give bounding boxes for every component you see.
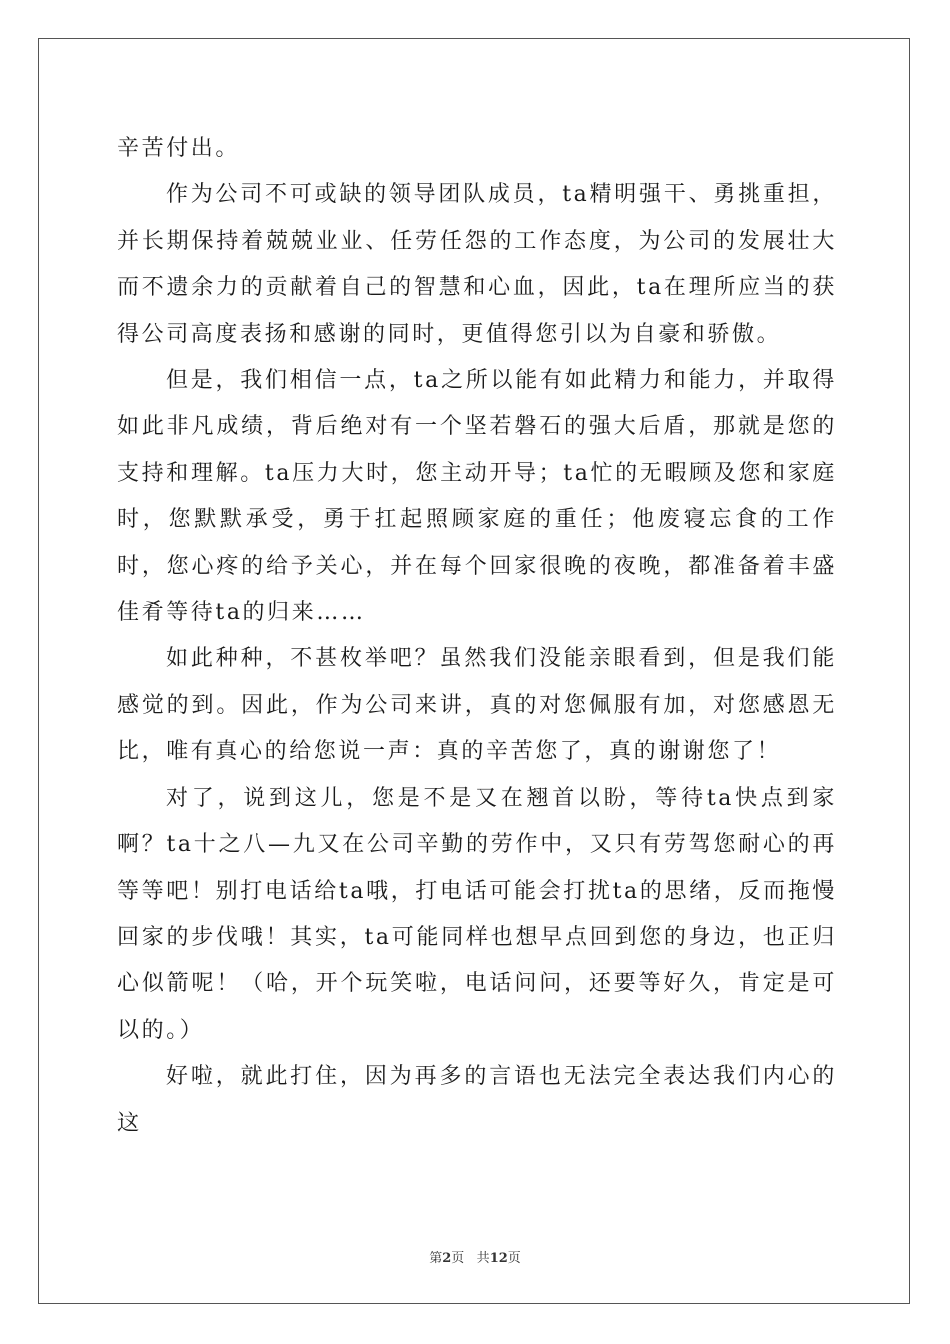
footer-page-number: 2	[442, 1251, 452, 1266]
footer-total-prefix: 共	[476, 1251, 490, 1266]
footer-prefix: 第	[429, 1251, 443, 1266]
paragraph-1: 辛苦付出。	[117, 136, 241, 161]
paragraph-6: 好啦，就此打住，因为再多的言语也无法完全表达我们内心的这	[117, 1064, 837, 1136]
paragraph-3: 但是，我们相信一点，ta之所以能有如此精力和能力，并取得如此非凡成绩，背后绝对有一个坚若磐石的强大后盾，那就是您的支持和理解。ta压力大时，您主动开导；ta忙的无暇顾及您和家庭时，您默默承受，勇于扛起照顾家庭的重任；他废寝忘食的工作时，您心疼的给予关心，并在每个回家很晚的夜晚，都准备着丰盛佳肴等待ta的归来……	[117, 368, 837, 626]
page-footer	[0, 1247, 950, 1266]
footer-total-unit: 页	[507, 1251, 521, 1266]
footer-page-unit: 页	[451, 1251, 465, 1266]
paragraph-5: 对了，说到这儿，您是不是又在翘首以盼，等待ta快点到家啊？ta十之八—九又在公司辛勤的劳作中，又只有劳驾您耐心的再等等吧！别打电话给ta哦，打电话可能会打扰ta的思绪，反而拖慢回家的步伐哦！其实，ta可能同样也想早点回到您的身边，也正归心似箭呢！（哈，开个玩笑啦，电话问问，还要等好久，肯定是可以的。）	[117, 785, 837, 1043]
paragraph-2: 作为公司不可或缺的领导团队成员，ta精明强干、勇挑重担，并长期保持着兢兢业业、任劳任怨的工作态度，为公司的发展壮大而不遗余力的贡献着自己的智慧和心血，因此，ta在理所应当的获得公司高度表扬和感谢的同时，更值得您引以为自豪和骄傲。	[117, 182, 837, 347]
document-body	[117, 126, 837, 1147]
footer-total-pages: 12	[489, 1251, 508, 1266]
paragraph-4: 如此种种，不甚枚举吧？虽然我们没能亲眼看到，但是我们能感觉的到。因此，作为公司来讲，真的对您佩服有加，对您感恩无比，唯有真心的给您说一声：真的辛苦您了，真的谢谢您了！	[117, 646, 837, 765]
